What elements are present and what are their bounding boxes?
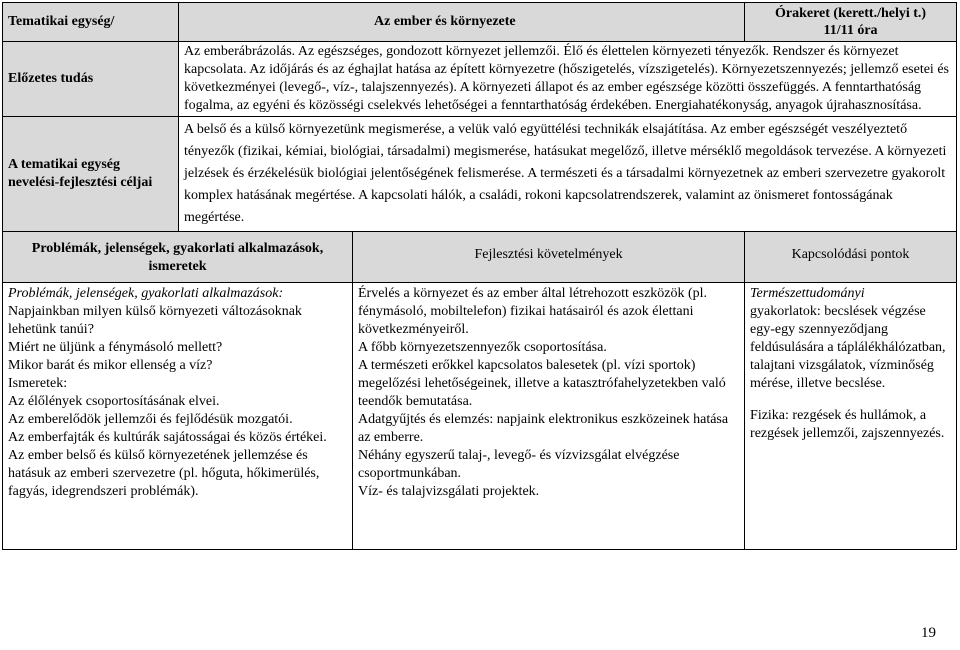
- problems-cell: [3, 283, 353, 550]
- goals-text: A belső és a külső környezetünk megismerése, a velük való együttélési technikák elsajátítása. Az ember egészségét veszélyeztető tényezők (fizikai, kémiai, biológiai, társadalmi) megismerése, hatásukat megelőző, illetve mérséklő megoldások tervezése. A környezeti jelzések és érzékelésük biológiai jelentőségének felismerése. A természeti és a társadalmi környezetnek az emberi szervezetre gyakorolt komplex hatásának megértése. A kapcsolati hálók, a családi, rokoni kapcsolatrendszerek, valamint az önismeret fontosságának megértése.: [179, 117, 957, 232]
- col-requirements-header: Fejlesztési követelmények: [353, 232, 745, 283]
- requirements-cell: [353, 283, 745, 550]
- header-hours: [745, 3, 957, 42]
- header-title: [179, 3, 745, 42]
- column-header-row: [3, 232, 957, 283]
- requirement-item: Érvelés a környezet és az ember által létrehozott eszközök (pl. fénymásoló, mobiltelefon) fizikai hatásairól és azok élettani következményeiről.: [358, 286, 708, 337]
- col-connections-header: Kapcsolódási pontok: [745, 232, 957, 283]
- page-number: 19: [921, 625, 936, 641]
- knowledge-line: Az emberelődök jellemzői és fejlődésük mozgatói.: [8, 412, 293, 427]
- problems-line: Mikor barát és mikor ellenség a víz?: [8, 358, 213, 373]
- problems-heading: Problémák, jelenségek, gyakorlati alkalmazások:: [8, 286, 284, 301]
- curriculum-table: [2, 2, 957, 550]
- header-thematic-unit: Tematikai egység/: [3, 3, 179, 42]
- knowledge-line: Az ember belső és külső környezetének jellemzése és hatásuk az emberi szervezetre (pl. hőguta, hőkimerülés, fagyás, idegrendszeri problémák).: [8, 448, 320, 499]
- unit-title: Az ember és környezete: [374, 14, 516, 29]
- goals-row: [3, 117, 957, 232]
- requirement-item: Adatgyűjtés és elemzés: napjaink elektronikus eszközeinek hatása az emberre.: [358, 412, 729, 445]
- requirement-item: Néhány egyszerű talaj-, levegő- és vízvizsgálat elvégzése csoportmunkában.: [358, 448, 680, 481]
- knowledge-heading: Ismeretek:: [8, 376, 68, 391]
- prior-knowledge-text: Az emberábrázolás. Az egészséges, gondozott környezet jellemzői. Élő és élettelen környezeti tényezők. Rendszer és környezet kapcsolata. Az időjárás és az éghajlat hatása az épített környezetre (hőszigetelés, vízszigetelés). Környezetszennyezés; jellemző esetei és következményei (levegő-, víz-, talajszennyezés). A környezeti állapot és az ember egészsége közötti összefüggés. A fenntarthatóság fogalma, az egyéni és közösségi cselekvés lehetőségei a fenntarthatóság érdekében. Energiahatékonyság, anyagok újrahasznosítása.: [179, 42, 957, 117]
- connection-text: Fizika: rezgések és hullámok, a rezgések jellemzői, zajszennyezés.: [750, 408, 945, 441]
- goals-label: A tematikai egység nevelési-fejlesztési céljai: [3, 117, 179, 232]
- requirement-item: A természeti erőkkel kapcsolatos balesetek (pl. vízi sportok) megelőzési lehetőségeinek, illetve a katasztrófahelyzetekben való teendők bemutatása.: [358, 358, 726, 409]
- requirement-item: Víz- és talajvizsgálati projektek.: [358, 484, 540, 499]
- prior-knowledge-row: [3, 42, 957, 117]
- content-row: [3, 283, 957, 550]
- problems-line: Miért ne üljünk a fénymásoló mellett?: [8, 340, 223, 355]
- requirement-item: A főbb környezetszennyezők csoportosítása.: [358, 340, 607, 355]
- col-problems-header: Problémák, jelenségek, gyakorlati alkalmazások, ismeretek: [3, 232, 353, 283]
- knowledge-line: Az élőlények csoportosításának elvei.: [8, 394, 220, 409]
- connections-cell: [745, 283, 957, 550]
- knowledge-line: Az emberfajták és kultúrák sajátosságai és közös értékei.: [8, 430, 327, 445]
- connection-text: gyakorlatok: becslések végzése egy-egy szennyeződjang feldúsulására a táplálékhálózatban, talajtani vizsgálatok, vízminőség mérése, illetve becslése.: [750, 304, 946, 391]
- connection-subject-title: Természettudományi: [750, 286, 865, 301]
- prior-knowledge-label: Előzetes tudás: [3, 42, 179, 117]
- header-row: [3, 3, 957, 42]
- problems-line: Napjainkban milyen külső környezeti változásoknak lehetünk tanúi?: [8, 304, 302, 337]
- hours-label: Órakeret (kerett./helyi t.): [774, 6, 927, 21]
- hours-value: 11/11 óra: [823, 23, 878, 38]
